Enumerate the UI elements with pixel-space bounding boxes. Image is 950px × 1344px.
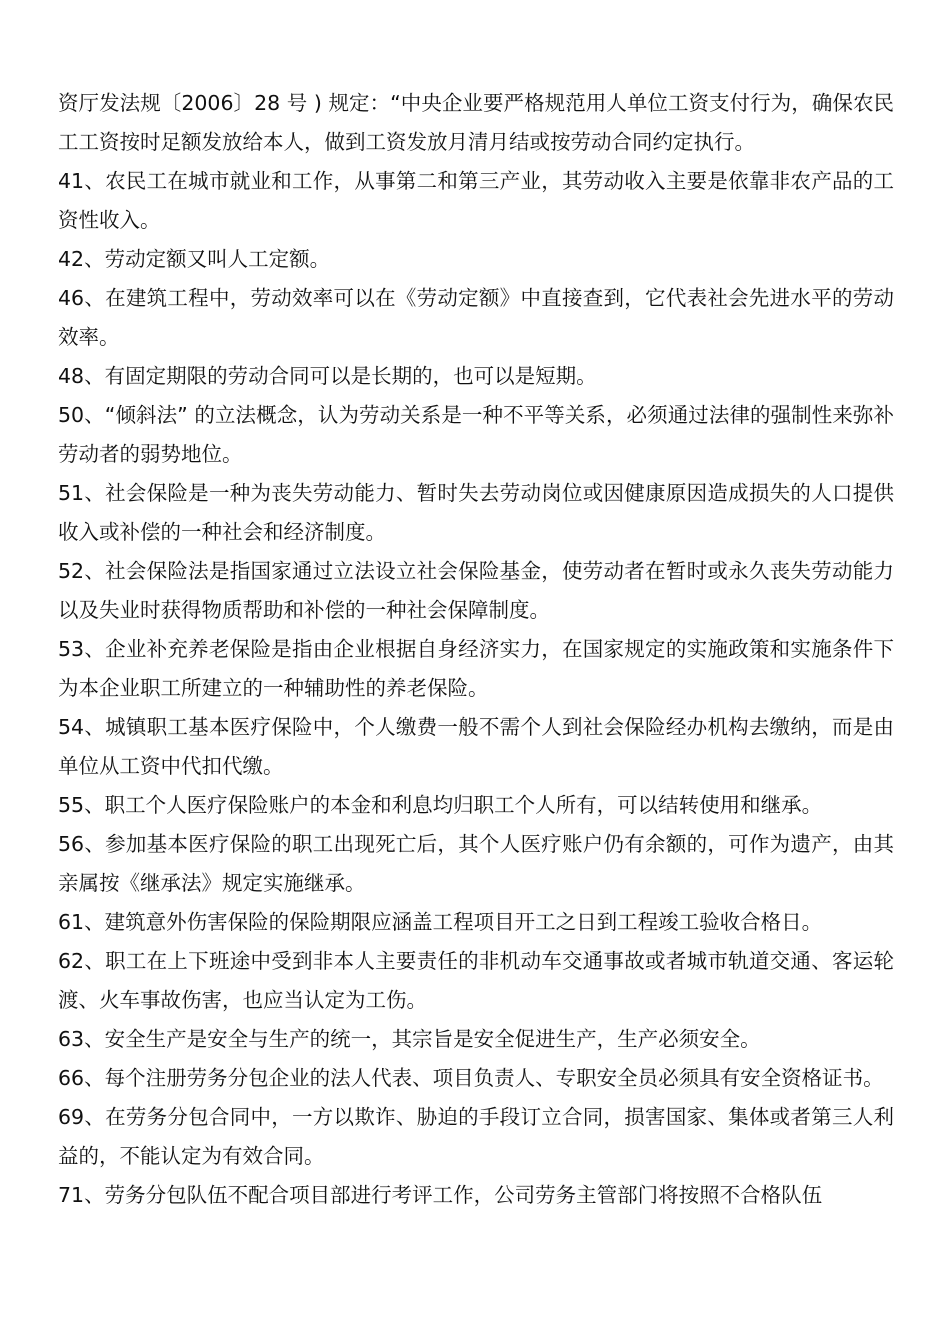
paragraph-item-56: 56、参加基本医疗保险的职工出现死亡后，其个人医疗账户仍有余额的，可作为遗产，由其亲属按《继承法》规定实施继承。 <box>58 832 894 895</box>
paragraph-item-62: 62、职工在上下班途中受到非本人主要责任的非机动车交通事故或者城市轨道交通、客运轮渡、火车事故伤害，也应当认定为工伤。 <box>58 949 894 1012</box>
paragraph-item-41: 41、农民工在城市就业和工作，从事第二和第三产业，其劳动收入主要是依靠非农产品的工资性收入。 <box>58 169 894 232</box>
paragraph-item-54: 54、城镇职工基本医疗保险中，个人缴费一般不需个人到社会保险经办机构去缴纳，而是由单位从工资中代扣代缴。 <box>58 715 894 778</box>
paragraph-item-71: 71、劳务分包队伍不配合项目部进行考评工作，公司劳务主管部门将按照不合格队伍 <box>58 1183 823 1207</box>
paragraph-item-55: 55、职工个人医疗保险账户的本金和利息均归职工个人所有，可以结转使用和继承。 <box>58 793 823 817</box>
paragraph-item-46: 46、在建筑工程中，劳动效率可以在《劳动定额》中直接查到，它代表社会先进水平的劳动效率。 <box>58 286 894 349</box>
paragraph-item-53: 53、企业补充养老保险是指由企业根据自身经济实力，在国家规定的实施政策和实施条件下为本企业职工所建立的一种辅助性的养老保险。 <box>58 637 894 700</box>
paragraph-item-51: 51、社会保险是一种为丧失劳动能力、暂时失去劳动岗位或因健康原因造成损失的人口提供收入或补偿的一种社会和经济制度。 <box>58 481 894 544</box>
paragraph-item-50: 50、“倾斜法” 的立法概念，认为劳动关系是一种不平等关系，必须通过法律的强制性来弥补劳动者的弱势地位。 <box>58 403 894 466</box>
paragraph-item-63: 63、安全生产是安全与生产的统一，其宗旨是安全促进生产，生产必须安全。 <box>58 1027 761 1051</box>
paragraph-item-61: 61、建筑意外伤害保险的保险期限应涵盖工程项目开工之日到工程竣工验收合格日。 <box>58 910 823 934</box>
paragraph-item-52: 52、社会保险法是指国家通过立法设立社会保险基金，使劳动者在暂时或永久丧失劳动能力以及失业时获得物质帮助和补偿的一种社会保障制度。 <box>58 559 894 622</box>
paragraph-item-69: 69、在劳务分包合同中，一方以欺诈、胁迫的手段订立合同，损害国家、集体或者第三人利益的，不能认定为有效合同。 <box>58 1105 894 1168</box>
paragraph-continuation: 资厅发法规〔2006〕28 号 ) 规定：“中央企业要严格规范用人单位工资支付行为，确保农民工工资按时足额发放给本人，做到工资发放月清月结或按劳动合同约定执行。 <box>58 91 894 154</box>
paragraph-item-42: 42、劳动定额又叫人工定额。 <box>58 247 331 271</box>
paragraph-item-48: 48、有固定期限的劳动合同可以是长期的，也可以是短期。 <box>58 364 597 388</box>
paragraph-item-66: 66、每个注册劳务分包企业的法人代表、项目负责人、专职安全员必须具有安全资格证书。 <box>58 1066 884 1090</box>
document-page <box>58 84 894 1215</box>
